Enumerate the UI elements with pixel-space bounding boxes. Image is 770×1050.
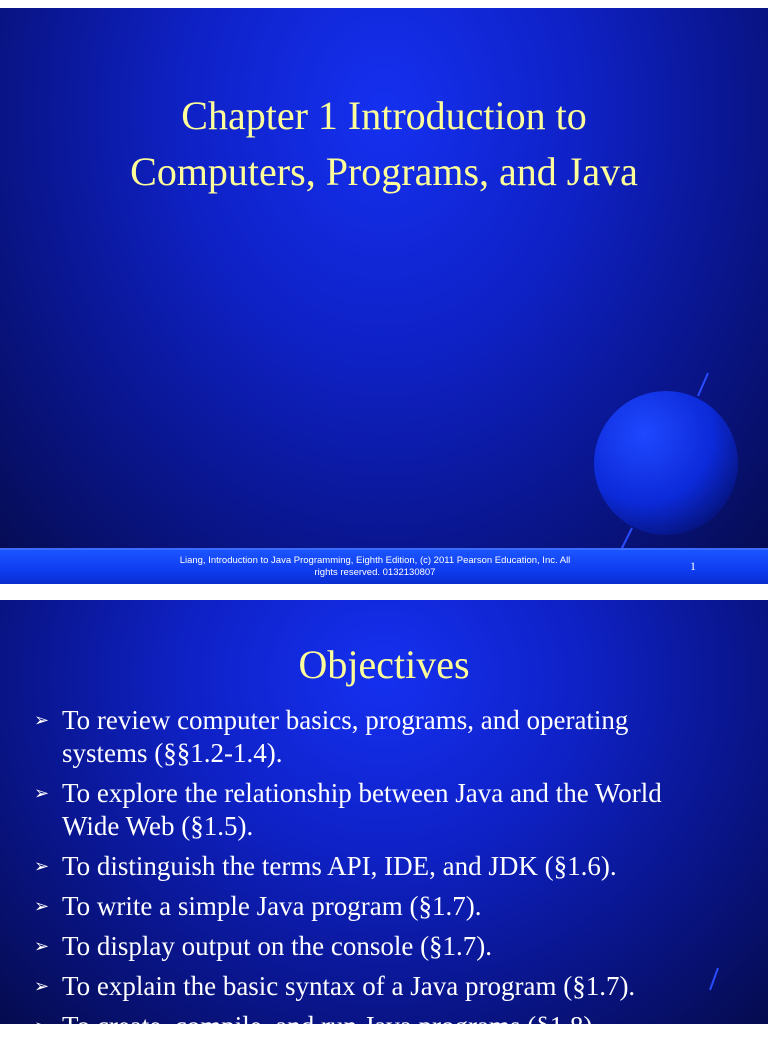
list-item-text: To explain the basic syntax of a Java program (§1.7).: [62, 971, 636, 1001]
list-item: [0, 1010, 768, 1043]
list-item: [0, 970, 768, 1003]
page-number: 1: [690, 559, 696, 573]
slide-title-line-1: Chapter 1 Introduction to: [181, 93, 587, 138]
bullet-arrow-icon: ➢: [34, 783, 50, 804]
list-item-text: To distinguish the terms API, IDE, and JDK (§1.6).: [62, 851, 617, 881]
list-item: [0, 890, 768, 923]
list-item-text: To display output on the console (§1.7).: [62, 931, 493, 961]
list-item: [0, 704, 768, 770]
objectives-title: Objectives: [298, 642, 470, 687]
list-item: [0, 777, 768, 843]
list-item-text: systems (§§1.2-1.4).: [62, 738, 283, 768]
bullet-arrow-icon: ➢: [34, 896, 50, 917]
bullet-arrow-icon: ➢: [34, 856, 50, 877]
copyright-text: [140, 555, 610, 579]
list-item: [0, 930, 768, 963]
bullet-arrow-icon: ➢: [34, 976, 50, 997]
list-item-text: To review computer basics, programs, and operating: [62, 705, 629, 735]
slide-footer: [0, 548, 768, 584]
slide-2: [0, 600, 768, 1041]
list-item: [0, 850, 768, 883]
copyright-line-1: Liang, Introduction to Java Programming, Eighth Edition, (c) 2011 Pearson Education, Inc. All: [179, 555, 571, 566]
globe-icon: [570, 368, 750, 548]
list-item-text: Wide Web (§1.5).: [62, 811, 254, 841]
list-item-text: To explore the relationship between Java and the World: [62, 778, 662, 808]
slide-title-line-2: Computers, Programs, and Java: [130, 149, 638, 194]
bullet-arrow-icon: ➢: [34, 710, 50, 731]
bullet-arrow-icon: ➢: [34, 936, 50, 957]
bullet-arrow-icon: ➢: [34, 1016, 50, 1037]
list-item-text: To write a simple Java program (§1.7).: [62, 891, 482, 921]
copyright-line-2: rights reserved. 0132130807: [314, 567, 436, 578]
slide-1: [0, 8, 768, 584]
list-item-text: To create, compile, and run Java programs (§1.8).: [62, 1011, 600, 1041]
objectives-list: [0, 704, 768, 1050]
slide-title: [0, 88, 768, 200]
